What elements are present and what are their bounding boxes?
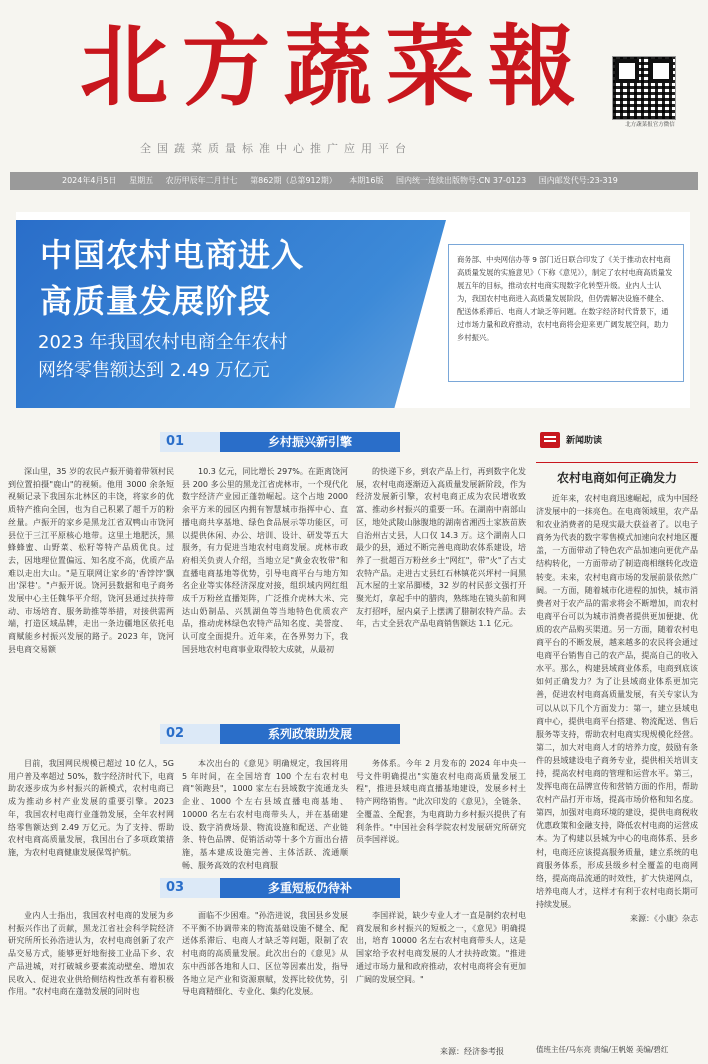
subheadline-line-2: 网络零售额达到 2.49 万亿元 xyxy=(38,360,270,381)
footer-designer: 美编/碧红 xyxy=(635,1045,669,1054)
section-01-column-1: 深山里，35 岁的农民卢振开骑着带领村民到位置拍摄"鹿山"的视频。他用 3000 余条短视频记录下我国东北林区的丰饶，将家乡的优质特产推向全国，也为自己积累了超千万的粉丝量。卢振开的家乡是黑龙江省双鸭山市饶河县位于三江平原核心地带。这里土地肥沃，黑蜂蜂蜜、山野菜、松籽等特产品质优良。过去，因地理位置偏远、知名度不高，优质产品难以走出大山。"是互联网让家乡的'香饽饽'飘出'深巷'。"卢振开说。饶河县数据和电子商务发展中心主任魏华平介绍，饶河县通过扶持带动、市场培育、服务助推等举措，对接供需两端，打造区域品牌，走出一条边疆地区依托电商赋能乡村振兴发展的路子。2023 年，饶河县电商交易额 xyxy=(8,467,174,654)
section-03-column-2: 面临不少困难。"孙浩进说，我国县乡发展不平衡不协调带来的物流基础设施不健全、配送体系滞后、电商人才缺乏等问题，限制了农村电商的高质量发展。此次出台的《意见》从东中西部各地和人口、区位等因素出发，指导各地立足产业和资源禀赋，发挥比较优势，引导电商精细化、专业化、集约化发展。 xyxy=(182,911,348,997)
issue-date: 2024年4月5日 xyxy=(62,176,117,185)
news-guide-label: 新闻助读 xyxy=(566,436,603,446)
section-title: 多重短板仍待补 xyxy=(220,878,400,898)
section-02-column-1: 目前，我国网民规模已超过 10 亿人，5G 用户普及率超过 50%，数字经济时代下，电商助农逐步成为乡村振兴的新模式，农村电商已成为推动乡村产业发展的重要引擎。2023 年，我国农村电商行业蓬勃发展，全年农村网络零售额达到 2.49 万亿元。为了支持、帮助农村电商高质量发展，我国出台了多项政策措施，为农村电商健康发展保驾护航。 xyxy=(8,759,174,857)
masthead xyxy=(0,0,708,170)
section-number: 03 xyxy=(160,878,220,898)
section-03-column-3: 李国祥说，缺少专业人才一直是制约农村电商发展和乡村振兴的短板之一，《意见》明确提出，培育 10000 名左右农村电商带头人，这是国家给予农村电商发展的人才扶持政策。"推进通过市场力量和政府推动，农村电商将会有更加广阔的发展空间。" xyxy=(356,911,526,984)
issue-pages: 本期16版 xyxy=(349,176,384,185)
news-guide-column xyxy=(536,430,698,1040)
issue-lunar-date: 农历甲辰年二月廿七 xyxy=(165,176,238,185)
masthead-slogan: 全国蔬菜质量标准中心推广应用平台 xyxy=(140,142,412,155)
section-03-header xyxy=(160,878,400,900)
section-title: 系列政策助发展 xyxy=(220,724,400,744)
news-guide-body: 近年来，农村电商迅速崛起，成为中国经济发展中的一抹亮色。在电商领域里，农产品和农业消费者的是现实最大获益者了。以电子商务为代表的数字零售模式加速向农村地区覆盖，一方面带动了特色农产品加速向更优产品结构转化，一方面带动了制造商相继转化改造转变。未来，农村电商市场的发展前景依然广阔。一方面，随着城市化进程的加快，城市消费者对于农产品的需求将会不断增加，而农村电商平台可以为城市消费者提供更加便捷、优质的农产品购买渠道。另一方面，随着农村电商平台的不断发展，越来越多的农民将会通过电商平台销售自己的农产品，提高自己的收入水平。那么，构建县域商业体系，电商到底该如何正确发力？为了让县域商业体系更加完善，促进农村电商高质量发展，有关专家认为可以从以下几个方面发力：第一，建立县域电商中心，提供电商平台搭建、物流配送、售后服务等支持，帮助农村电商实现规模化经营。第二，加大对电商人才的培养力度，鼓励有条件的县域建设电子商务专业，提供相关培训支持，提高农村电商的管理和运营水平。第三，发挥电商在品牌宣传和营销方面的作用，帮助农村产品打开市场，提高市场价格和知名度。第四，加强对电商环境的建设，提供电商税收优惠政策和金融支持，降低农村电商的运营成本。为了构建以县城为中心的电商体系、县乡村，电商还应该提高服务质量，建立系统的电商服务体系，形成县级乡村全覆盖的电商网络，提高商品流通的时效性，扩大快递网点，培养电商人才，这样才有利于农村电商长期可持续发展。 xyxy=(536,494,698,909)
issue-weekday: 星期五 xyxy=(129,176,154,185)
page-footer xyxy=(536,1044,698,1055)
lead-banner xyxy=(16,212,690,408)
section-02-header xyxy=(160,724,400,746)
section-number: 02 xyxy=(160,724,220,744)
section-02-column-2: 本次出台的《意见》明确规定，我国将用 5 年时间，在全国培育 100 个左右农村电商"领跑县"，1000 家左右县域数字流通龙头企业、1000 个左右县域直播电商基地、10000 名左右农村电商带头人，并在基础建设、数字消费场景、物流设施和配送、产业链条、特色品牌、促销活动等十多个方面出台措施，基本建成设施完善、主体活跃、流通顺畅、服务高效的农村电商服 xyxy=(182,759,348,870)
section-01-column-2: 10.3 亿元，同比增长 297%。在距离饶河县 200 多公里的黑龙江省虎林市，一个现代化数字经济产业园正蓬勃崛起。这个占地 2000 余平方米的园区内拥有智慧城市指挥中心、直播电商共享基地、绿色食品展示等功能区，可以提供休闲、办公、培训、设计、研发等五大服务，有力促进当地农村电商发展。虎林市政府相关负责人介绍，当地立足"黄金农牧带"和直播电商基地等优势，引导电商平台与地方知名企业等实体经济深度对接，组织域内网红组成千万粉丝直播矩阵，广泛推介虎林大米、完达山奶制品、兴凯湖鱼等当地特色优质农产品，推动虎林绿色农特产品知名度、美誉度、认可度全面提升。近年来，在各界努力下，我国县地农村电商事业取得较大成就，从最初 xyxy=(182,467,348,654)
lead-summary-box: 商务部、中央网信办等 9 部门近日联合印发了《关于推动农村电商高质量发展的实施意见》（下称《意见》），制定了农村电商高质量发展五年的目标，推动农村电商实现数字化转型升级。业内人士认为，我国农村电商进入高质量发展阶段，但仍需解决设施不健全、配送体系滞后、电商人才缺乏等问题。在数字经济时代背景下，通过市场力量和政府推动，农村电商将会迎来更广阔发展空间，助力乡村振兴。 xyxy=(448,244,684,382)
news-guide-title: 农村电商如何正确发力 xyxy=(536,462,698,486)
subheadline-line-1: 2023 年我国农村电商全年农村 xyxy=(38,332,288,353)
newspaper-title: 北方蔬菜報 xyxy=(80,14,591,118)
issue-number: 第862期（总第912期） xyxy=(250,176,337,185)
news-guide-source: 来源：《小康》杂志 xyxy=(630,914,698,923)
section-01-header xyxy=(160,432,400,454)
headline-line-1: 中国农村电商进入 xyxy=(40,236,305,274)
section-number: 01 xyxy=(160,432,220,452)
issue-cn-number: 国内统一连续出版物号:CN 37-0123 xyxy=(396,176,527,185)
headline-line-2: 高质量发展阶段 xyxy=(40,282,272,320)
footer-duty-editor: 值班主任/马东亮 xyxy=(536,1045,592,1054)
article-source: 来源：经济参考报 xyxy=(440,1047,504,1056)
section-title: 乡村振兴新引擎 xyxy=(220,432,400,452)
newspaper-icon xyxy=(540,432,560,448)
qr-code-icon[interactable] xyxy=(612,56,676,120)
footer-editor: 责编/王帆姬 xyxy=(593,1045,634,1054)
issue-postal-code: 国内邮发代号:23-319 xyxy=(538,176,618,185)
news-guide-header xyxy=(536,430,698,452)
section-03-column-1: 业内人士指出，我国农村电商的发展为乡村振兴作出了贡献，黑龙江省社会科学院经济研究所所长孙浩进认为，农村电商创新了农产品交易方式，能够更好地衔接工业品下乡、农产品进城，对打破城乡要素流动壁垒、增加农民收入、促进农业供给侧结构性改革有着积极作用。"农村电商在蓬勃发展的同时也 xyxy=(8,911,174,997)
issue-info-bar xyxy=(10,172,698,190)
section-01-column-3: 的快递下乡，到农产品上行，再到数字化发展，农村电商逐渐迈入高质量发展新阶段，作为经济发展新引擎，农村电商正成为农民增收致富、推动乡村振兴的重要一环。在湖南中南部山区，地处武陵山脉腹地的湖南省湘西土家族苗族自治州古丈县，人口仅 14.3 万。这个湖南人口最少的县，通过不断完善电商助农体系建设，培养了一批超百万粉丝乡土"网红"，带"火"了古丈农特产品。走进古丈县红石林镇花兴坪村一间黑瓦木屋的土家吊脚楼，32 岁的村民彭文强打开聚光灯，拿起手中的腊肉，熟练地在镜头前和网友打招呼，屋内桌子上摆满了腊制农特产品。去年，古丈全县农产品电商销售额达 1.1 亿元。 xyxy=(356,467,526,629)
section-02-column-3: 务体系。今年 2 月发布的 2024 年中央一号文件明确提出"实施农村电商高质量发展工程"，推进县域电商直播基地建设，发展乡村土特产网络销售。"此次印发的《意见》，全链条、全覆盖、全配套，为电商助力乡村振兴提供了有利条件。"中国社会科学院农村发展研究所研究员李国祥说。 xyxy=(356,759,526,845)
qr-caption: 北方蔬菜报官方微信 xyxy=(625,122,675,128)
